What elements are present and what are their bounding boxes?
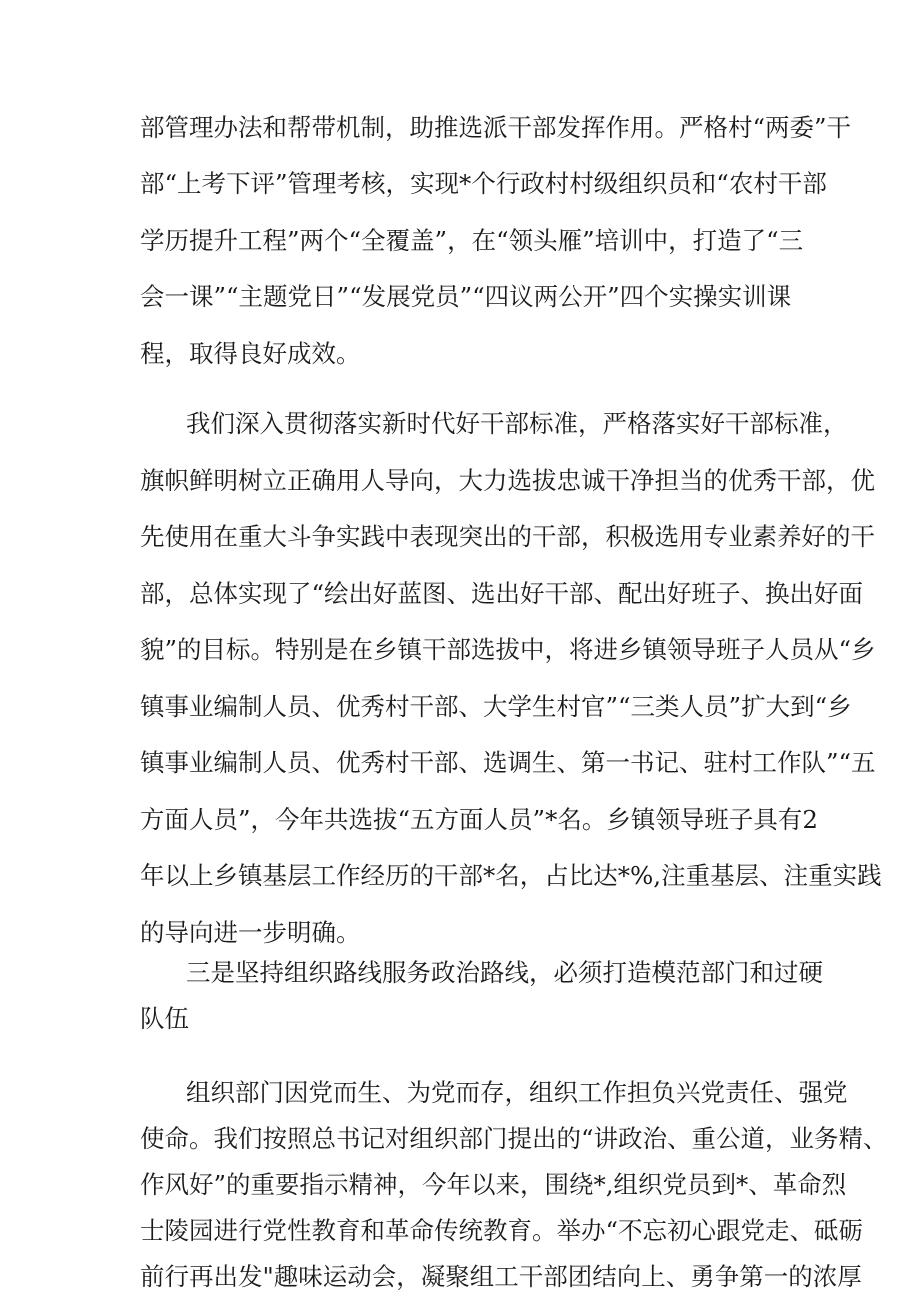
paragraph-1-line-3: 学历提升工程”两个“全覆盖”，在“领头雁”培训中，打造了“三 [140,226,804,255]
paragraph-2-line-6: 镇事业编制人员、优秀村干部、大学生村官”“三类人员”扩大到“乡 [140,692,852,721]
paragraph-2-line-2: 旗帜鲜明树立正确用人导向，大力选拔忠诚干净担当的优秀干部，优 [140,466,875,495]
paragraph-2-line-7: 镇事业编制人员、优秀村干部、选调生、第一书记、驻村工作队”“五 [140,748,876,777]
paragraph-3-line-5: 前行再出发"趣味运动会，凝聚组工干部团结向上、勇争第一的浓厚 [140,1262,862,1291]
paragraph-2-line-10: 的导向进一步明确。 [140,918,361,947]
paragraph-2-line-4: 部，总体实现了“绘出好蓝图、选出好干部、配出好班子、换出好面 [140,579,864,608]
paragraph-1-line-5: 程，取得良好成效。 [140,339,361,368]
paragraph-3-line-4: 士陵园进行党性教育和革命传统教育。举办“不忘初心跟党走、砥砺 [140,1216,864,1245]
paragraph-2-line-3: 先使用在重大斗争实践中表现突出的干部，积极选用专业素养好的干 [140,522,875,551]
paragraph-3-line-3: 作风好”的重要指示精神，今年以来，围绕*,组织党员到*、革命烈 [140,1170,847,1199]
paragraph-2-line-5: 貌”的目标。特别是在乡镇干部选拔中，将进乡镇领导班子人员从“乡 [140,635,876,664]
paragraph-1-line-4: 会一课”“主题党日”“发展党员”“四议两公开”四个实操实训课 [140,282,792,311]
paragraph-1-line-2: 部“上考下评”管理考核，实现*个行政村村级组织员和“农村干部 [140,169,827,198]
paragraph-3-line-2: 使命。我们按照总书记对组织部门提出的“讲政治、重公道，业务精、 [140,1124,888,1153]
paragraph-3-line-1: 组织部门因党而生、为党而存，组织工作担负兴党责任、强党 [186,1078,848,1107]
paragraph-2-line-8: 方面人员”，今年共选拔“五方面人员”*名。乡镇领导班子具有2 [140,805,818,834]
paragraph-2-line-9: 年以上乡镇基层工作经历的干部*名，占比达*%,注重基层、注重实践 [140,861,882,890]
paragraph-1-line-1: 部管理办法和帮带机制，助推选派干部发挥作用。严格村“两委”干 [140,113,852,142]
section-heading-line-1: 三是坚持组织路线服务政治路线，必须打造模范部门和过硬 [186,958,823,987]
paragraph-2-line-1: 我们深入贯彻落实新时代好干部标准，严格落实好干部标准， [186,409,848,438]
section-heading-line-2: 队伍 [140,1004,189,1033]
